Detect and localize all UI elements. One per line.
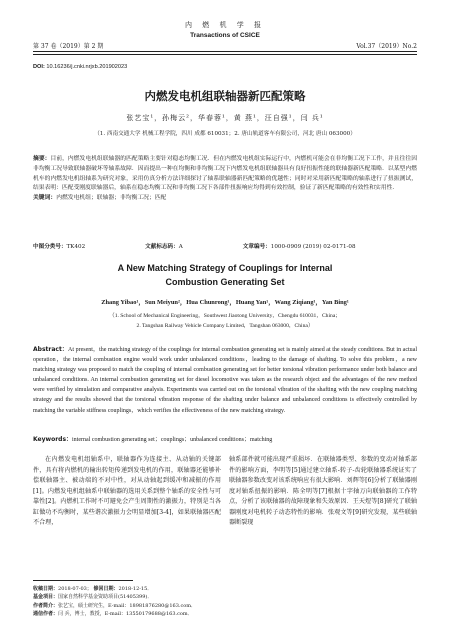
footnote-fund — [33, 593, 196, 601]
keywords-cn-label: 关键词： — [33, 195, 57, 202]
author-label: 作者简介： — [33, 602, 59, 609]
paper-title-en-line1: A New Matching Strategy of Couplings for Internal — [117, 263, 333, 273]
keywords-en-label: Keywords： — [33, 436, 73, 443]
footnote-author — [33, 602, 196, 610]
received-label: 收稿日期： — [33, 586, 59, 592]
fund-text: 国家自然科学基金资助项目(51405399)． — [58, 594, 153, 601]
footnote — [33, 585, 196, 619]
doc-code-field — [145, 242, 213, 250]
article-no-label: 文章编号： — [242, 244, 271, 250]
abstract-cn-label: 摘要： — [33, 156, 51, 162]
keywords-cn-text: 内燃发电机组；联轴器；非均衡工况；匹配 — [56, 195, 167, 202]
journal-header — [0, 20, 450, 39]
body-column-left: 在内燃发电机组轴系中，联轴器作为连接主、从动轴的关键部件，具有将内燃机的输出转矩传递到发电机的作用，联轴器还能够补偿联轴器主、被动端的不对中性，对从动轴起到缓冲和减振的作用[1]。内燃发电机组轴系中联轴器的选用关系到整个轴系的安全性与可靠性[2]。内燃机工作时不可避免会产生周期性的激振力，特别是当各缸做功不均衡时，某些谐次激振力会明显增加[3-4]，如果联轴器匹配不合理， — [33, 456, 221, 526]
abstract-cn-text: 目前，内燃发电机组联轴器的匹配策略主要针对稳态均衡工况．但在内燃发电机组实际运行中，内燃机可能会在非均衡工况下工作，并且往往因非均衡工况导致联轴器破坏等轴系故障．因而提出一种在均衡和非均衡工况下内燃发电机组联轴器具有良好扭振性能的联轴器新匹配策略．以某型内燃机车的内燃发电机组轴系为研究对象，采用仿真分析方法详细探讨了轴系联轴器新匹配策略的优越性；同时对采用新匹配策略的轴系进行了扭振测试，结果表明：匹配受刚度联轴器后，轴系在稳态均衡工况和非均衡工况下各部件扭振响应均得到有效控制，验证了新匹配策略的有效性和实用性． — [33, 156, 417, 192]
doc-code-value: A — [178, 244, 183, 250]
doi-label: DOI: — [33, 64, 45, 70]
header-rule — [33, 51, 417, 55]
abstract-en-label: Abstract： — [33, 346, 68, 353]
revised-label: 修回日期： — [93, 586, 119, 592]
journal-name-en: Transactions of CSICE — [190, 32, 260, 39]
footnote-rule — [33, 580, 133, 581]
clc-value: TK402 — [66, 244, 86, 250]
received-date: 2018-07-03； — [58, 586, 92, 592]
abstract-en-text: At present，the matching strategy of the couplings for internal combustion generating set is mainly aimed at the steady conditions. But in actual operation，the internal combustion engine would work under unbalanced conditions，leading to the damage of shafting. To solve this problem，a new matching strategy was proposed to match the coupling of internal combustion generating set for better torsional vibration performance under both balance and unbalanced conditions. An internal combustion generating set for diesel locomotive was taken as the research object and the advantages of the new method were verified by simulation and comparative analysis. Experiments was carried out on the torsional vibration of the shafting with the new coupling matching strategy and the results showed that the torsional vibration response of the shafting under balance and unbalanced conditions is effectively controlled by matching the variable stiffness couplings，which verifies the effectiveness of the new matching strategy. — [33, 347, 418, 414]
header-volume-right: Vol.37（2019）No.2 — [356, 43, 417, 50]
body-column-right: 轴系部件就可能出现严重损坏．在联轴器类型、参数的变动对轴系部件的影响方面，李明等[5]通过建立轴系-转子-齿轮联轴器系统证实了联轴器参数改变对该系统响应有很大影响．刘辉等[6]分析了联轴器刚度对轴系扭振的影响．陈全明等[7]根据十字轴万向联轴器的工作特点，分析了该联轴器的故障现象和失效原因．王天煜等[8]研究了联轴器刚度对电机转子动态特性的影响．张观文等[9]研究发现，某些联轴器断裂现 — [229, 456, 417, 526]
classification-row — [33, 242, 417, 250]
abstract-cn — [33, 155, 417, 204]
footnote-contact — [33, 610, 196, 618]
affiliation-en-line1: （1. School of Mechanical Engineering，Southwest Jiaotong University，Chengdu 610031，China； — [109, 313, 341, 319]
authors-en: Zhang Yibao¹，Sun Meiyun²，Hua Chunrong¹，Huang Yan¹，Wang Ziqiang¹，Yan Bing¹ — [101, 299, 349, 306]
affiliation-en — [0, 312, 450, 331]
paper-title-en-line2: Combustion Generating Set — [165, 277, 285, 287]
header-volume-left: 第 37 卷（2019）第 2 期 — [33, 43, 104, 50]
revised-date: 2018-12-15． — [118, 586, 153, 592]
contact-label: 通信作者： — [33, 611, 59, 618]
article-no-field — [243, 242, 386, 250]
affiliation-cn: （1. 西南交通大学 机械工程学院，四川 成都 610031；2. 唐山轨道客车有限公司，河北 唐山 063000） — [94, 131, 356, 137]
article-no-value: 1000-0909 (2019) 02-0171-08 — [270, 244, 356, 250]
fund-label: 基金项目： — [33, 594, 59, 601]
paper-title-en — [0, 261, 450, 289]
keywords-en-text: internal combustion generating set；couplings；unbalanced conditions；matching — [72, 437, 273, 443]
journal-name-cn: 内 燃 机 学 报 — [185, 21, 265, 29]
abstract-en — [33, 345, 417, 416]
author-text[interactable]: 张艺宝，硕士研究生，E-mail：18981876280@163.com． — [58, 602, 197, 609]
authors-cn: 张艺宝¹，孙梅云²，华春蓉¹，黄 燕¹，汪自强¹，闫 兵¹ — [126, 114, 324, 122]
contact-text[interactable]: 闫 兵，博士，教授，E-mail：13550179688@163.com． — [58, 611, 193, 618]
keywords-en — [33, 435, 417, 446]
doi-value[interactable]: 10.16236/j.cnki.nrjxb.201902023 — [46, 64, 128, 70]
doc-code-label: 文献标志码： — [145, 244, 179, 250]
doi-line — [33, 64, 127, 70]
clc-label: 中图分类号： — [33, 244, 67, 250]
footnote-dates — [33, 585, 196, 593]
clc-field — [33, 242, 115, 250]
paper-title-cn: 内燃发电机组联轴器新匹配策略 — [144, 89, 306, 103]
affiliation-en-line2: 2. Tangshan Railway Vehicle Company Limited，Tangshan 063000，China） — [136, 322, 314, 329]
